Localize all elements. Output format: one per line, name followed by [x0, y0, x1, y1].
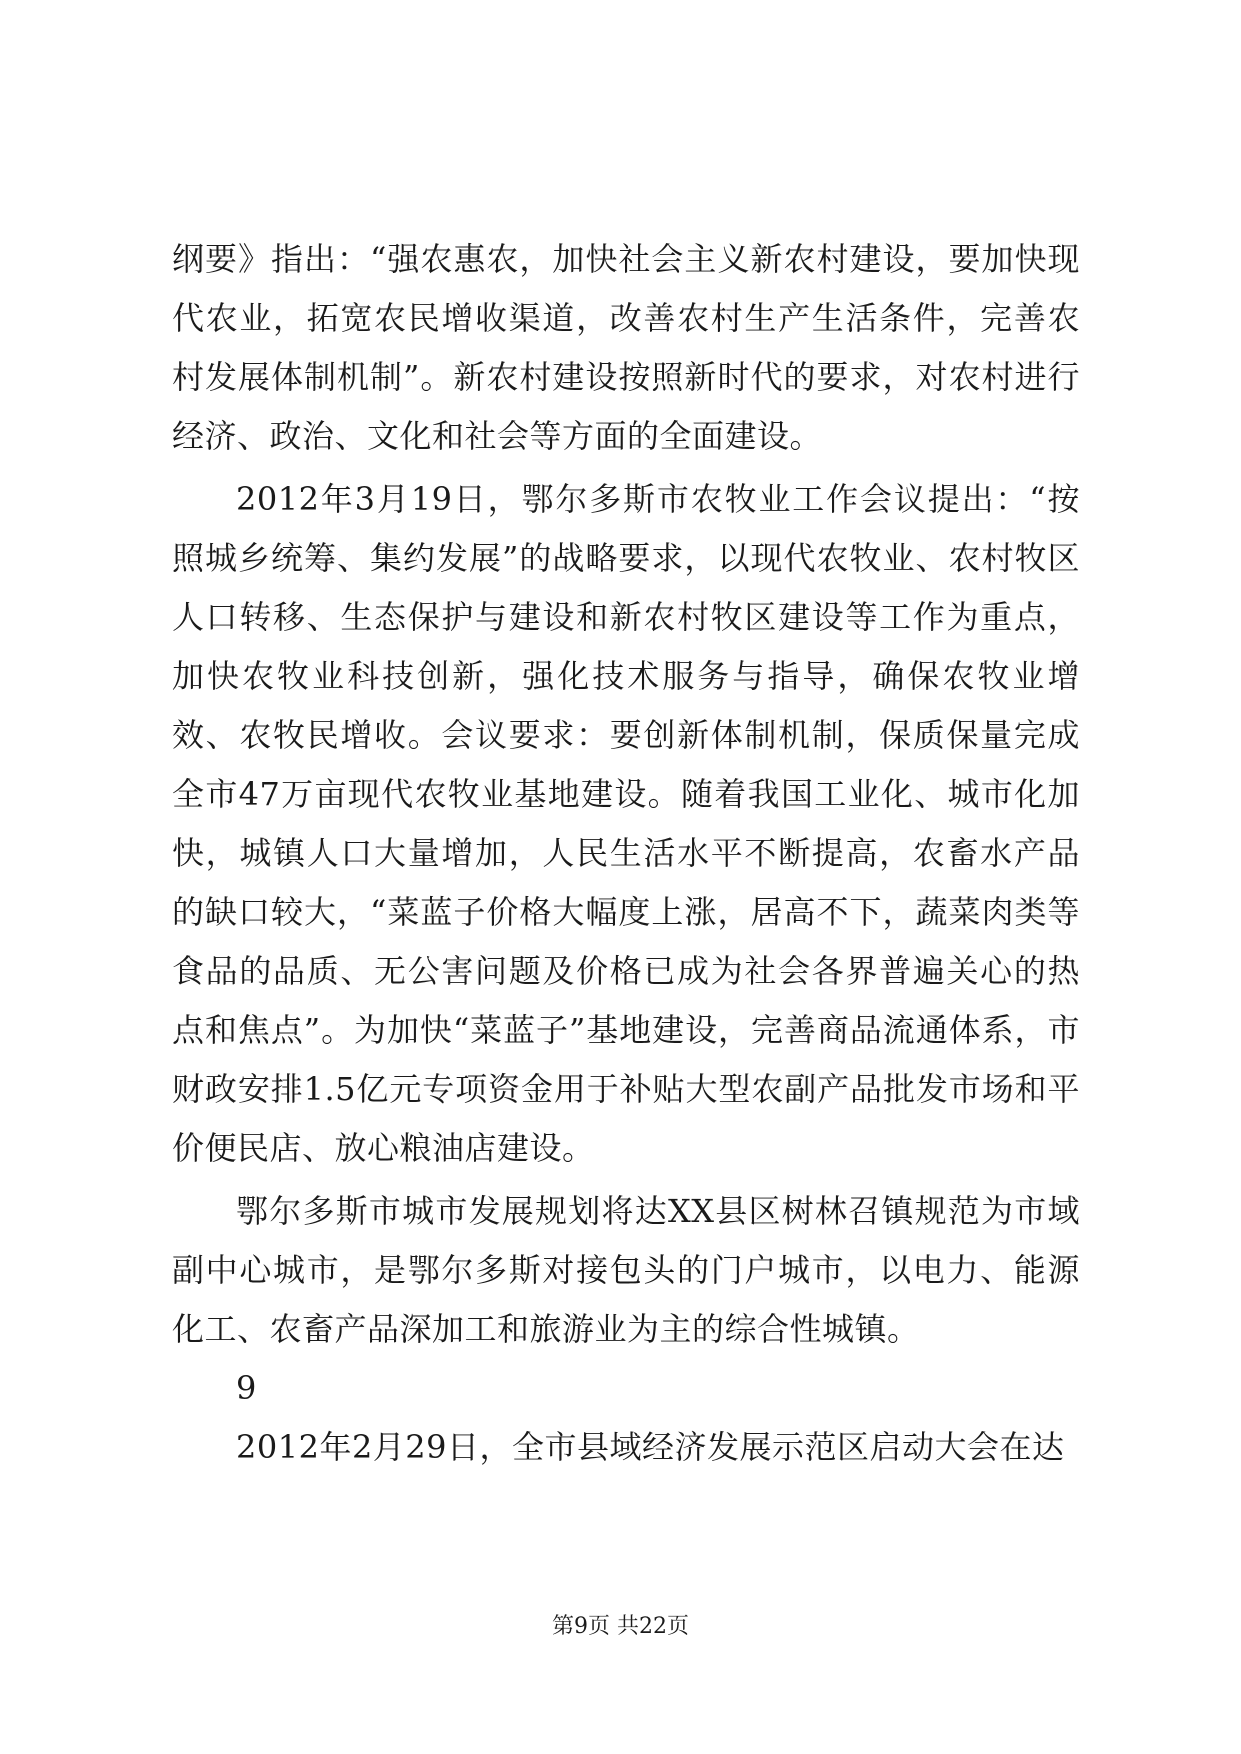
page-footer: 第9页 共22页 [552, 1614, 689, 1639]
paragraph-county-economy: 2012年2月29日，全市县域经济发展示范区启动大会在达 [236, 1428, 1065, 1466]
inline-page-number: 9 [236, 1369, 257, 1407]
document-body [172, 230, 1080, 1477]
paragraph-outline-quote: 纲要》指出：“强农惠农，加快社会主义新农村建设，要加快现代农业，拓宽农民增收渠道，改善农村生产生活条件，完善农村发展体制机制”。新农村建设按照新时代的要求，对农村进行经济、政治、文化和社会等方面的全面建设。 [172, 240, 1080, 455]
paragraph-agriculture-meeting: 2012年3月19日，鄂尔多斯市农牧业工作会议提出：“按照城乡统筹、集约发展”的战略要求，以现代农牧业、农村牧区人口转移、生态保护与建设和新农村牧区建设等工作为重点，加快农牧业科技创新，强化技术服务与指导，确保农牧业增效、农牧民增收。会议要求：要创新体制机制，保质保量完成全市47万亩现代农牧业基地建设。随着我国工业化、城市化加快，城镇人口大量增加，人民生活水平不断提高，农畜水产品的缺口较大，“菜蓝子价格大幅度上涨，居高不下，蔬菜肉类等食品的品质、无公害问题及价格已成为社会各界普遍关心的热点和焦点”。为加快“菜蓝子”基地建设，完善商品流通体系，市财政安排1.5亿元专项资金用于补贴大型农副产品批发市场和平价便民店、放心粮油店建设。 [172, 480, 1080, 1167]
paragraph-city-planning: 鄂尔多斯市城市发展规划将达XX县区树林召镇规范为市域副中心城市，是鄂尔多斯对接包头的门户城市，以电力、能源化工、农畜产品深加工和旅游业为主的综合性城镇。 [172, 1192, 1080, 1348]
